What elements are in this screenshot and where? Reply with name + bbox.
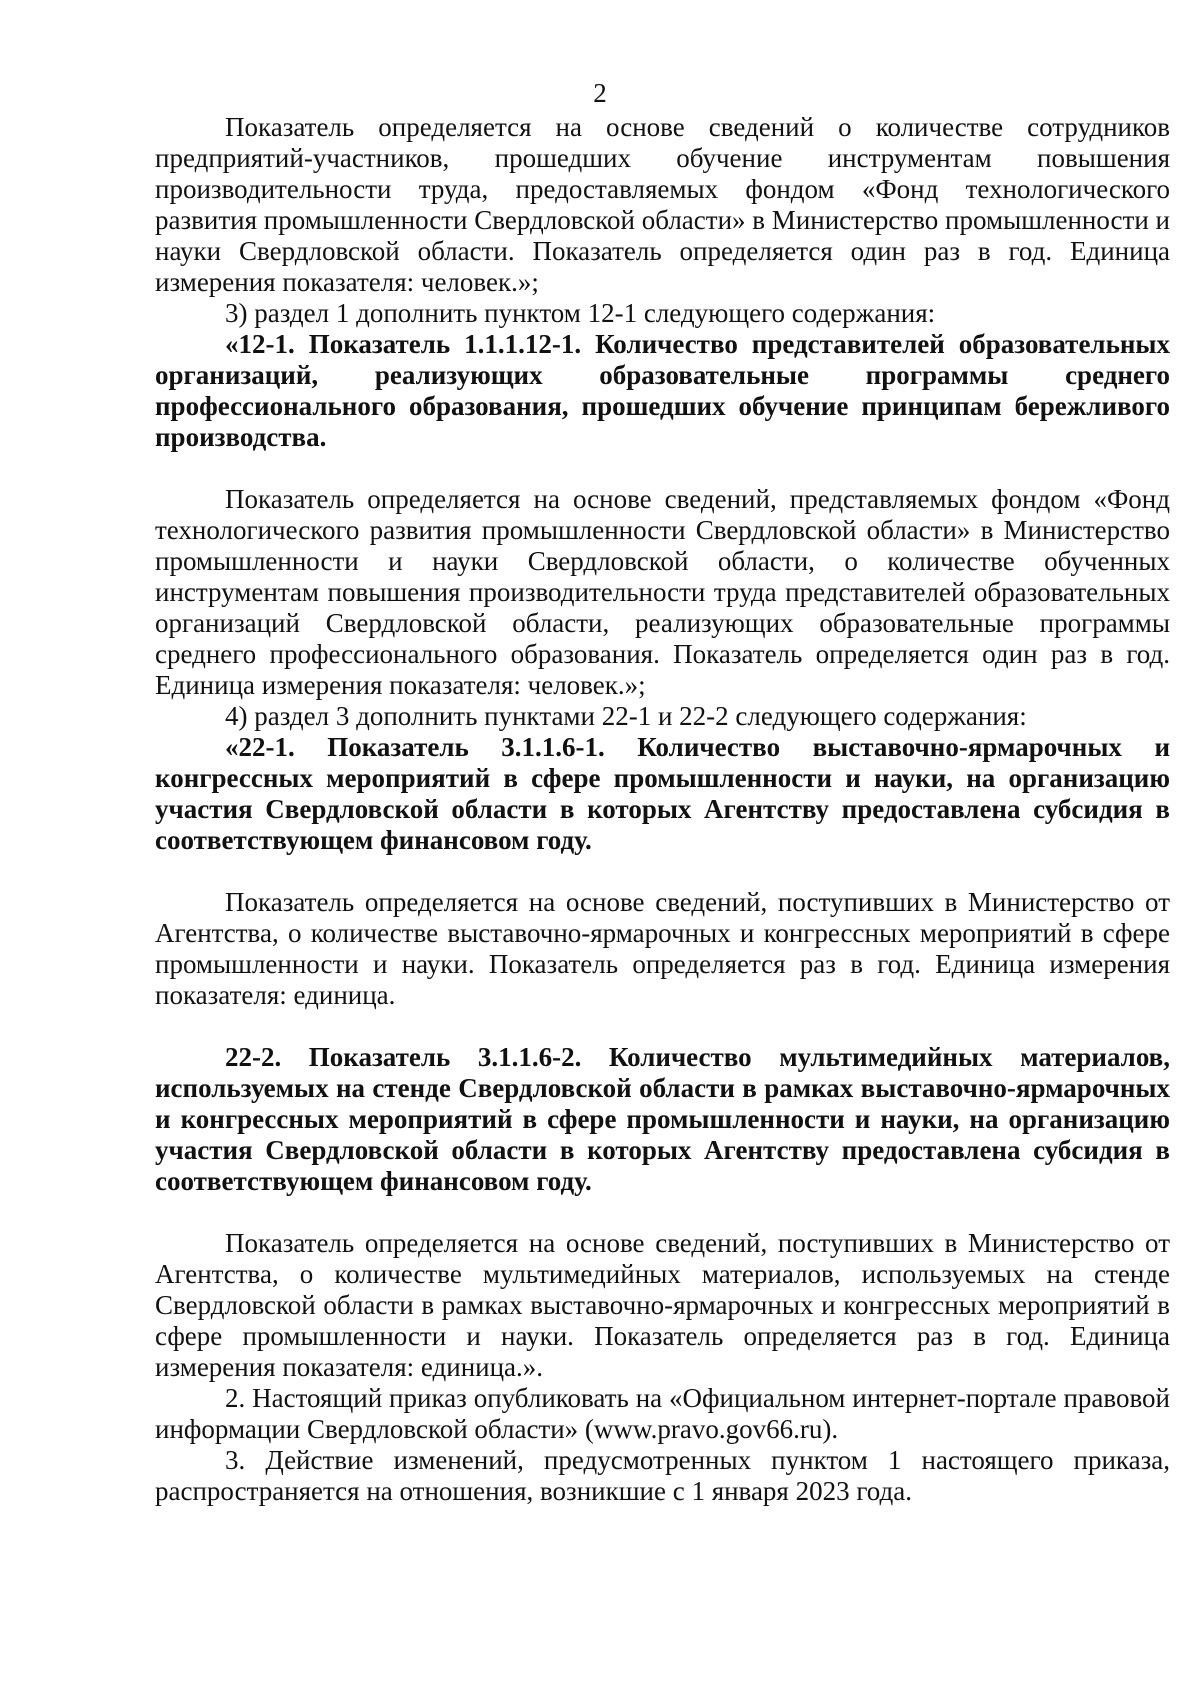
document-body [155,112,1170,1507]
paragraph-section1-amendment: 3) раздел 1 дополнить пунктом 12-1 следующего содержания: [225,298,936,328]
spacer [155,1197,1170,1228]
spacer [155,453,1170,484]
paragraph-section3-amendment: 4) раздел 3 дополнить пунктами 22-1 и 22-2 следующего содержания: [225,701,1027,731]
paragraph-indicator-22-2-description: Показатель определяется на основе сведений, поступивших в Министерство от Агентства, о количестве мультимедийных материалов, используемых на стенде Свердловской области в рамках выставочно-ярмарочных и конгрессных мероприятий в сфере промышленности и науки. Показатель определяется раз в год. Единица измерения показателя: единица.». [155,1228,1170,1382]
paragraph-employees-indicator: Показатель определяется на основе сведений о количестве сотрудников предприятий-участников, прошедших обучение инструментам повышения производительности труда, предоставляемых фондом «Фонд технологического развития промышленности Свердловской области» в Министерство промышленности и науки Свердловской области. Показатель определяется один раз в год. Единица измерения показателя: человек.»; [155,112,1170,297]
heading-indicator-12-1: «12-1. Показатель 1.1.1.12-1. Количество представителей образовательных организаций, реализующих образовательные программы среднего профессионального образования, прошедших обучение принципам бережливого производства. [155,329,1170,452]
heading-indicator-22-2: 22-2. Показатель 3.1.1.6-2. Количество мультимедийных материалов, используемых на стенде Свердловской области в рамках выставочно-ярмарочных и конгрессных мероприятий в сфере промышленности и науки, на организацию участия Свердловской области в которых Агентству предоставлена субсидия в соответствующем финансовом году. [155,1042,1170,1196]
paragraph-indicator-12-1-description: Показатель определяется на основе сведений, представляемых фондом «Фонд технологического развития промышленности Свердловской области» в Министерство промышленности и науки Свердловской области, о количестве обученных инструментам повышения производительности труда представителей образовательных организаций Свердловской области, реализующих образовательные программы среднего профессионального образования. Показатель определяется один раз в год. Единица измерения показателя: человек.»; [155,484,1170,700]
spacer [155,1011,1170,1042]
paragraph-indicator-22-1-description: Показатель определяется на основе сведений, поступивших в Министерство от Агентства, о количестве выставочно-ярмарочных и конгрессных мероприятий в сфере промышленности и науки. Показатель определяется раз в год. Единица измерения показателя: единица. [155,887,1170,1010]
paragraph-publication-clause: 2. Настоящий приказ опубликовать на «Официальном интернет-портале правовой информации Свердловской области» (www.pravo.gov66.ru). [155,1383,1170,1444]
page-number: 2 [593,78,607,108]
heading-indicator-22-1: «22-1. Показатель 3.1.1.6-1. Количество выставочно-ярмарочных и конгрессных мероприятий в сфере промышленности и науки, на организацию участия Свердловской области в которых Агентству предоставлена субсидия в соответствующем финансовом году. [155,732,1170,855]
spacer [155,856,1170,887]
paragraph-effective-date-clause: 3. Действие изменений, предусмотренных пунктом 1 настоящего приказа, распространяется на отношения, возникшие с 1 января 2023 года. [155,1445,1170,1506]
